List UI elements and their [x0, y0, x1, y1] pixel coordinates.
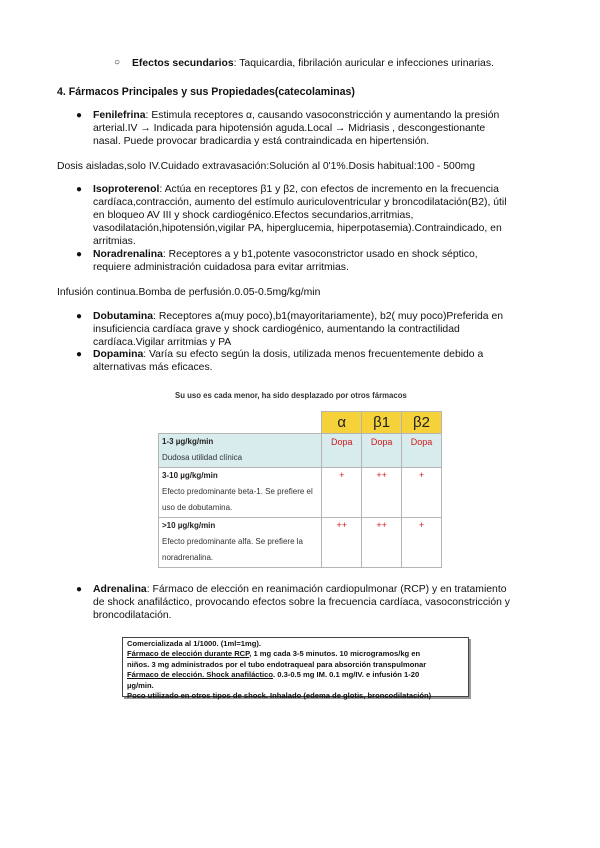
row-value: Dopa: [362, 434, 402, 468]
bullet-icon: ●: [76, 349, 83, 360]
row-desc: noradrenalina.: [162, 553, 214, 562]
infobox-line: µg/min.: [127, 680, 154, 690]
infobox-underlined: Fármaco de elección durante RCP: [127, 649, 250, 659]
dopamina-line1: : Varía su efecto según la dosis, utilizada menos frecuentemente debido a: [143, 349, 484, 360]
efectos-label: Efectos secundarios: [132, 58, 234, 69]
row-dose: >10 µg/kg/min: [162, 521, 216, 530]
infobox-line: Poco utilizado en otros tipos de shock. Inhalado (edema de glotis, broncodilatación): [127, 691, 432, 701]
dopamine-dose-table: [158, 411, 442, 568]
row-dose: 3-10 µg/kg/min: [162, 471, 218, 480]
isoproterenol-item: [93, 183, 548, 248]
noradrenalina-line2: requiere administración cuidadosa para evitar arritmias.: [93, 262, 349, 273]
fenilefrina-line3: nasal. Puede provocar bradicardia y está contraindicada en hipertensión.: [93, 136, 430, 147]
bullet-icon: ●: [76, 584, 83, 595]
row-value: +: [402, 518, 442, 568]
infobox-text: . 0.3-0.5 mg IM. 0.1 mg/IV. e infusión 1-20: [273, 670, 420, 680]
infusion-line: Infusión continua.Bomba de perfusión.0.05-0.5mg/kg/min: [57, 287, 321, 298]
dopamina-item: [93, 348, 548, 374]
isoproterenol-line3: en bloqueo AV III y shock cardiogénico.Efectos secundarios,arritmias,: [93, 210, 414, 221]
adrenalina-item: [93, 583, 548, 622]
dopamina-name: Dopamina: [93, 349, 144, 360]
table-header-blank: [159, 412, 322, 434]
dosis-aisladas: Dosis aisladas,solo IV.Cuidado extravasación:Solución al 0'1%.Dosis habitual:100 - 500mg: [57, 161, 476, 172]
dobutamina-line1: : Receptores a(muy poco),b1(mayoritariamente), b2( muy poco)Preferida en: [153, 311, 504, 322]
section-heading: 4. Fármacos Principales y sus Propiedades(catecolaminas): [57, 86, 355, 98]
row-value: ++: [362, 468, 402, 518]
row-desc: Efecto predominante beta-1. Se prefiere el: [162, 487, 313, 496]
fenilefrina-line2: arterial.IV → Indicada para hipotensión aguda.Local → Midriasis , descongestionante: [93, 123, 486, 134]
dobutamina-name: Dobutamina: [93, 311, 154, 322]
dopamina-line2: alternativas más eficaces.: [93, 362, 213, 373]
noradrenalina-item: [93, 248, 548, 274]
row-label: [159, 518, 322, 568]
isoproterenol-line4: vasodilatación,hipotensión,vigilar PA, hiperglucemia, hiperpotasemia).Contraindicado, en: [93, 223, 502, 234]
table-row: [159, 434, 442, 468]
isoproterenol-line5: arritmias.: [93, 236, 136, 247]
header-alpha: α: [322, 412, 362, 434]
infobox-line: [127, 670, 464, 680]
fenilefrina-item: [93, 109, 548, 148]
infobox-line: Comercializada al 1/1000. (1ml=1mg).: [127, 639, 262, 648]
fenilefrina-name: Fenilefrina: [93, 110, 146, 121]
header-beta2: β2: [402, 412, 442, 434]
row-value: Dopa: [402, 434, 442, 468]
table-row: [159, 518, 442, 568]
row-desc: Efecto predominante alfa. Se prefiere la: [162, 537, 303, 546]
table-row: [159, 468, 442, 518]
isoproterenol-line2: cardíaca,contracción, aumento del estímulo auriculoventricular y broncodilatación(B2), útil: [93, 197, 507, 208]
efectos-line: [132, 57, 494, 70]
noradrenalina-line1: : Receptores a y b1,potente vasoconstrictor usado en shock séptico,: [162, 249, 478, 260]
bullet-icon: ●: [76, 184, 83, 195]
adrenalina-name: Adrenalina: [93, 584, 147, 595]
hollow-bullet-icon: ○: [114, 57, 121, 68]
adrenalina-info-box: [122, 637, 469, 701]
row-label: [159, 434, 322, 468]
row-desc: uso de dobutamina.: [162, 503, 233, 512]
row-value: +: [402, 468, 442, 518]
dobutamina-line3: cardíaca.Vigilar arritmias y PA: [93, 337, 232, 348]
noradrenalina-name: Noradrenalina: [93, 249, 163, 260]
infobox-line: niños. 3 mg administrados por el tubo endotraqueal para absorción transpulmonar: [127, 659, 427, 669]
bullet-icon: ●: [76, 249, 83, 260]
row-value: ++: [362, 518, 402, 568]
table-header-row: [159, 412, 442, 434]
bullet-icon: ●: [76, 110, 83, 121]
bullet-icon: ●: [76, 311, 83, 322]
infobox-underlined: Fármaco de elección. Shock anafiláctico: [127, 670, 274, 680]
isoproterenol-line1: : Actúa en receptores β1 y β2, con efectos de incremento en la frecuencia: [159, 184, 499, 195]
header-beta1: β1: [362, 412, 402, 434]
row-value: Dopa: [322, 434, 362, 468]
fenilefrina-line1: : Estimula receptores α, causando vasoconstricción y aumentando la presión: [145, 110, 500, 121]
table-caption: Su uso es cada menor, ha sido desplazado por otros fármacos: [175, 391, 407, 400]
row-value: +: [322, 468, 362, 518]
adrenalina-line3: broncodilatación.: [93, 610, 172, 621]
row-label: [159, 468, 322, 518]
row-dose: 1-3 µg/kg/min: [162, 437, 214, 446]
adrenalina-line2: de shock anafiláctico, provocando efectos sobre la frecuencia cardíaca, vasoconstricción y: [93, 597, 511, 608]
efectos-text: : Taquicardia, fibrilación auricular e infecciones urinarias.: [233, 58, 494, 69]
dobutamina-item: [93, 310, 548, 349]
infobox-line: [127, 649, 464, 659]
row-value: ++: [322, 518, 362, 568]
row-desc: Dudosa utilidad clínica: [162, 453, 243, 462]
isoproterenol-name: Isoproterenol: [93, 184, 160, 195]
infobox-text: , 1 mg cada 3-5 minutos. 10 microgramos/kg en: [249, 649, 421, 659]
adrenalina-line1: : Fármaco de elección en reanimación cardiopulmonar (RCP) y en tratamiento: [146, 584, 507, 595]
dobutamina-line2: insuficiencia cardíaca grave y shock cardiogénico, aumentando la contractilidad: [93, 324, 460, 335]
